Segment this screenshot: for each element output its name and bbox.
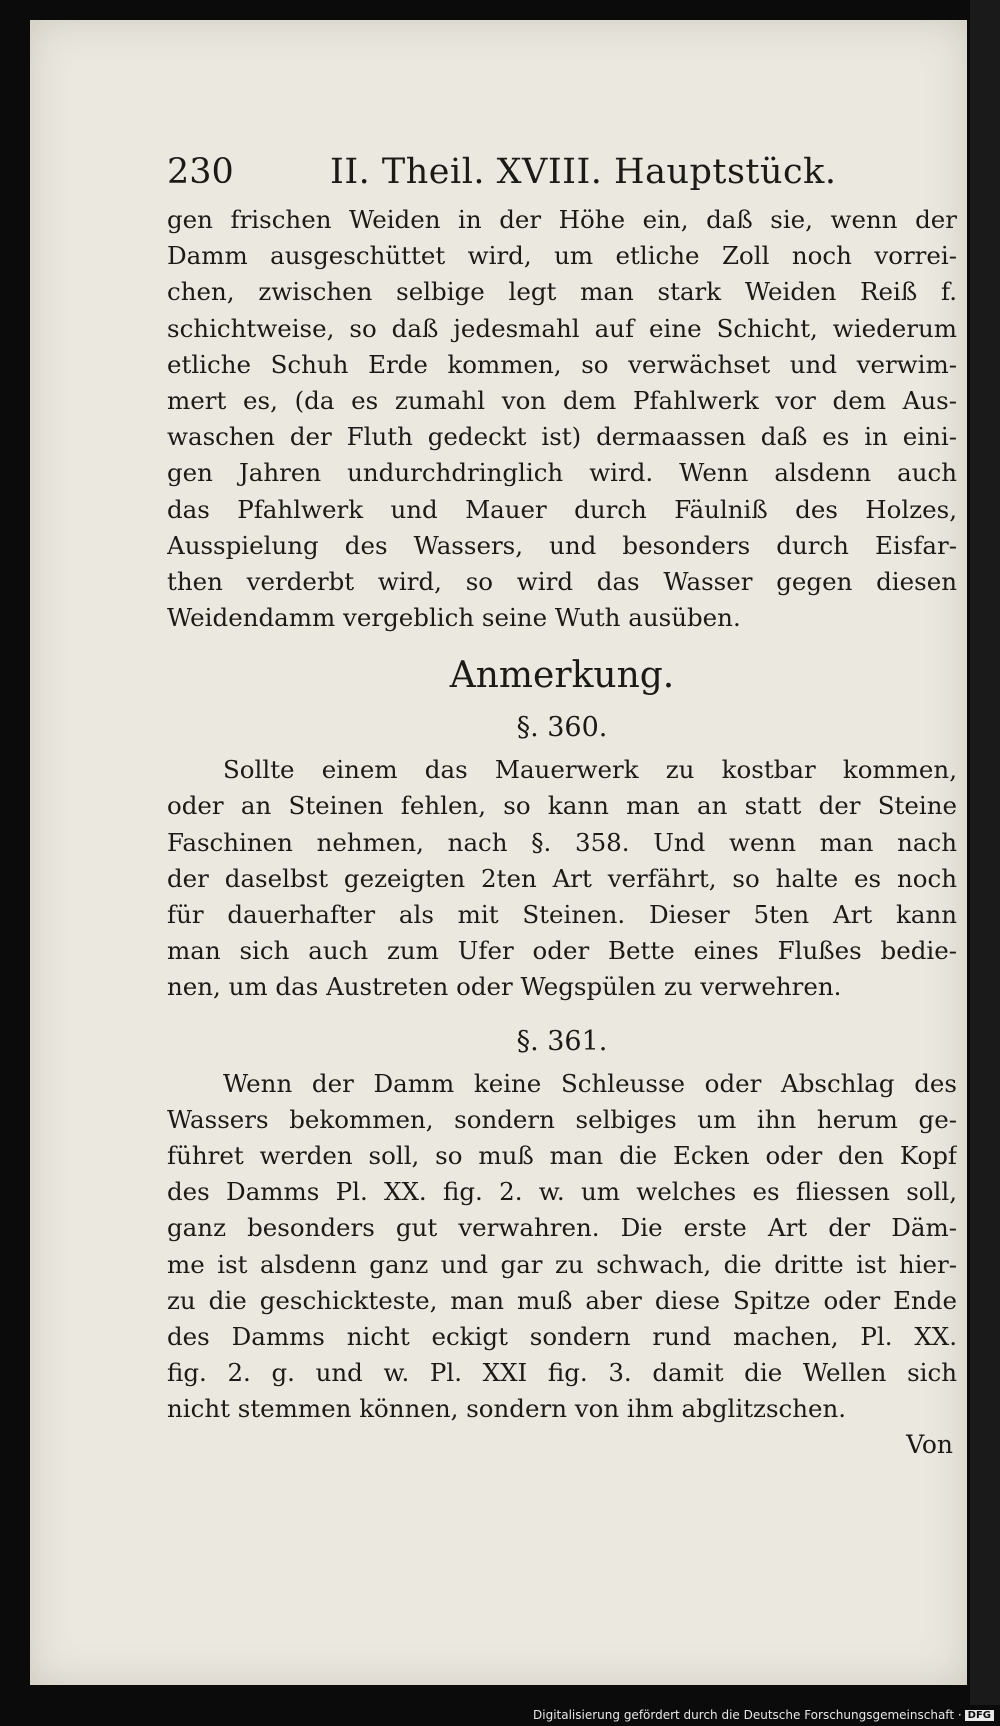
note-line: Faschinen nehmen, nach §. 358. Und wenn man nach [167,827,957,857]
body-line: Weidendamm vergeblich seine Wuth ausüben. [167,603,741,633]
note-line: zu die geschickteste, man muß aber diese Spitze oder Ende [167,1285,957,1315]
section-number-360: §. 360. [516,712,608,744]
note-line: ganz besonders gut verwahren. Die erste Art der Däm- [167,1213,957,1243]
book-page [30,20,967,1685]
body-line: Ausspielung des Wassers, und besonders durch Eisfar- [167,530,957,560]
body-line: schichtweise, so daß jedesmahl auf eine Schicht, wiederum [167,313,957,343]
text-block [167,140,957,1463]
note-line: der daselbst gezeigten 2ten Art verfährt, so halte es noch [167,863,957,893]
body-line: chen, zwischen selbige legt man stark Weiden Reiß f. [167,277,957,307]
body-line: das Pfahlwerk und Mauer durch Fäulniß des Holzes, [167,494,957,524]
section-number-361: §. 361. [516,1025,608,1057]
section-361-paragraph [167,1066,957,1428]
body-line: then verderbt wird, so wird das Wasser gegen diesen [167,566,957,596]
note-line: man sich auch zum Ufer oder Bette eines Flußes bedie- [167,936,957,966]
note-line: des Damms Pl. XX. fig. 2. w. um welches es fliessen soll, [167,1177,957,1207]
body-line: etliche Schuh Erde kommen, so verwächset und verwim- [167,349,957,379]
note-line: oder an Steinen fehlen, so kann man an statt der Steine [167,791,957,821]
running-head [167,140,957,202]
note-line: Wassers bekommen, sondern selbiges um ihn herum ge- [167,1104,957,1134]
page-number: 230 [167,152,234,192]
body-line: gen frischen Weiden in der Höhe ein, daß sie, wenn der [167,205,957,234]
body-line: waschen der Fluth gedeckt ist) dermaassen daß es in eini- [167,422,957,452]
note-line: des Damms nicht eckigt sondern rund machen, Pl. XX. [167,1321,957,1351]
note-line: für dauerhafter als mit Steinen. Dieser 5ten Art kann [167,900,957,929]
digitization-credit [533,1708,994,1722]
note-line: Wenn der Damm keine Schleusse oder Abschlag des [223,1068,957,1098]
body-paragraph [167,202,957,636]
note-line: nicht stemmen können, sondern von ihm abglitzschen. [167,1394,847,1424]
note-line: fig. 2. g. und w. Pl. XXI fig. 3. damit die Wellen sich [167,1358,957,1388]
body-line: gen Jahren undurchdringlich wird. Wenn alsdenn auch [167,458,957,488]
running-title: II. Theil. XVIII. Hauptstück. [330,152,837,192]
dfg-logo-icon: DFG [965,1710,994,1721]
body-line: mert es, (da es zumahl von dem Pfahlwerk vor dem Aus- [167,385,957,415]
note-line: me ist alsdenn ganz und gar zu schwach, die dritte ist hier- [167,1249,957,1279]
note-line: Sollte einem das Mauerwerk zu kostbar kommen, [223,755,957,785]
catchword: Von [906,1430,953,1460]
note-heading: Anmerkung. [449,655,675,697]
credit-text: Digitalisierung gefördert durch die Deutsche Forschungsgemeinschaft · [533,1708,962,1722]
section-360-paragraph [167,752,957,1005]
scanner-edge [970,0,1000,1705]
body-line: Damm ausgeschüttet wird, um etliche Zoll noch vorrei- [167,241,957,271]
note-line: führet werden soll, so muß man die Ecken oder den Kopf [167,1140,957,1170]
note-line: nen, um das Austreten oder Wegspülen zu verwehren. [167,972,842,1002]
